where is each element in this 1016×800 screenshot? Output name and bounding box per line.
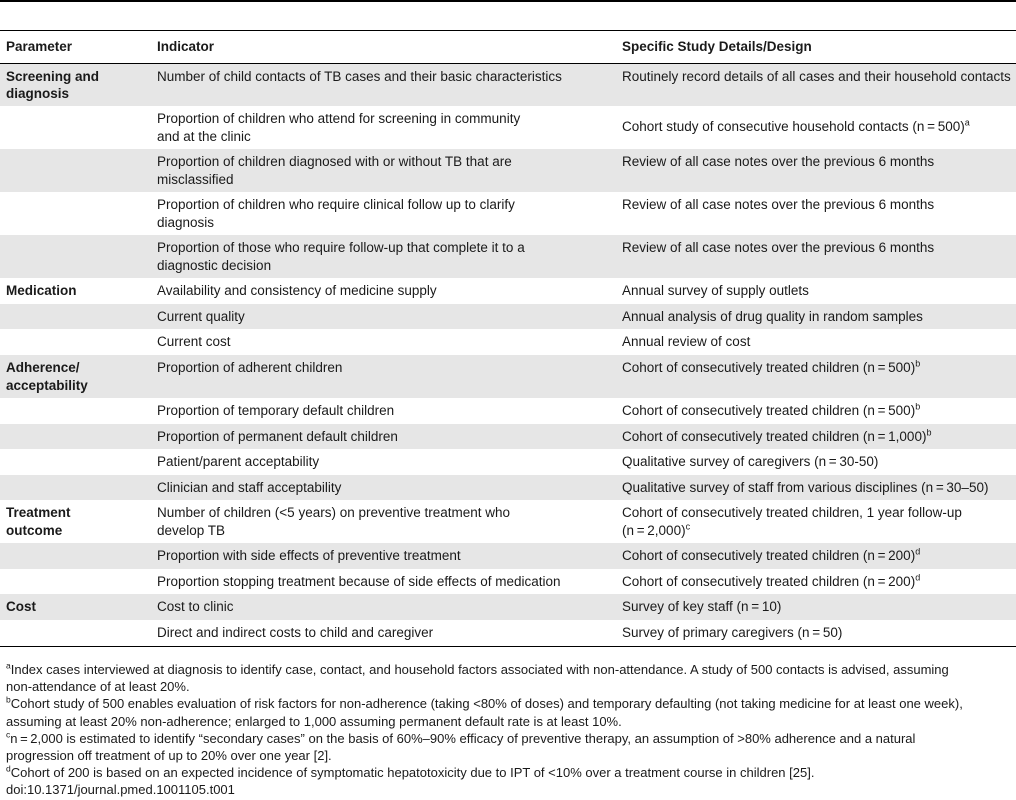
- footnote-line: [6, 713, 1014, 730]
- indicator-cell: [151, 424, 616, 449]
- parameter-cell: [0, 278, 151, 304]
- top-rule: [0, 0, 1016, 2]
- footnote-line: [6, 660, 1014, 678]
- table-row: [0, 106, 1016, 149]
- parameter-line: outcome: [6, 522, 63, 538]
- indicator-line: Proportion of those who require follow-up that complete it to a: [157, 240, 525, 255]
- indicator-cell: [151, 569, 616, 594]
- design-text: Survey of key staff (n = 10): [622, 599, 782, 614]
- parameter-cell: [0, 235, 151, 278]
- parameter-cell: [0, 149, 151, 192]
- footnote-a: [6, 661, 1014, 695]
- indicator-cell: [151, 329, 616, 355]
- footnote-text: n = 2,000 is estimated to identify “secondary cases” on the basis of 60%–90% efficacy of preventive therapy, an assumption of >80% adherence and a natural: [10, 730, 916, 746]
- parameter-cell: [0, 543, 151, 569]
- table-header: [0, 31, 1016, 64]
- footnote-mark: c: [685, 521, 691, 531]
- indicator-line: Patient/parent acceptability: [157, 454, 320, 469]
- footnote-text: Cohort study of 500 enables evaluation of risk factors for non-adherence (taking <80% of doses) and temporary defaulting (not taking medicine for at least one week),: [10, 696, 963, 712]
- footnote-text: progression off treatment of up to 20% over one year [2].: [6, 748, 332, 764]
- table-row: [0, 355, 1016, 398]
- parameter-cell: [0, 424, 151, 449]
- parameter-line: Screening and: [6, 68, 100, 84]
- indicator-line: Proportion of children diagnosed with or without TB that are: [157, 154, 512, 169]
- indicator-cell: [151, 398, 616, 424]
- indicator-line: misclassified: [157, 171, 234, 187]
- design-cell: [616, 192, 1016, 235]
- footnote-mark: d: [915, 546, 921, 557]
- footnote-b: [6, 695, 1014, 729]
- indicator-cell: [151, 304, 616, 329]
- indicator-cell: [151, 475, 616, 500]
- design-line: [622, 504, 1010, 522]
- design-line: [622, 428, 1010, 446]
- design-line: [622, 573, 1010, 591]
- table-row: [0, 543, 1016, 569]
- indicator-line: and at the clinic: [157, 128, 251, 144]
- indicator-line: diagnosis: [157, 214, 215, 230]
- design-cell: [616, 235, 1016, 278]
- indicator-line: Proportion of children who require clinical follow up to clarify: [157, 197, 515, 212]
- footnote-mark: a: [964, 117, 970, 128]
- header-indicator: Indicator: [151, 31, 616, 64]
- table-row: [0, 149, 1016, 192]
- footnote-line: [6, 678, 1014, 695]
- table-row: [0, 500, 1016, 543]
- parameter-line: Medication: [6, 283, 77, 298]
- table-row: [0, 569, 1016, 594]
- parameter-cell: [0, 192, 151, 235]
- design-text: Cohort of consecutively treated children (n = 200): [622, 574, 916, 589]
- design-cell: [616, 500, 1016, 543]
- design-line: [622, 196, 1010, 214]
- indicator-line: Proportion of adherent children: [157, 360, 343, 375]
- indicator-cell: [151, 63, 616, 106]
- parameter-cell: [0, 63, 151, 106]
- indicator-line: Number of child contacts of TB cases and their basic characteristics: [157, 68, 562, 84]
- footnote-mark: b: [926, 427, 932, 438]
- design-cell: [616, 620, 1016, 646]
- design-text: Annual analysis of drug quality in random samples: [622, 309, 923, 324]
- table-row: [0, 620, 1016, 646]
- indicator-cell: [151, 278, 616, 304]
- indicator-line: Number of children (<5 years) on preventive treatment who: [157, 505, 511, 520]
- indicator-cell: [151, 543, 616, 569]
- table-row: [0, 63, 1016, 106]
- design-text: Cohort of consecutively treated children (n = 500): [622, 360, 916, 375]
- indicator-cell: [151, 192, 616, 235]
- footnote-text: Index cases interviewed at diagnosis to identify case, contact, and household factors associated with non-attendance. A study of 500 contacts is advised, assuming: [10, 662, 949, 677]
- indicator-line: Proportion of temporary default children: [157, 403, 395, 418]
- design-line: [622, 402, 1010, 420]
- design-cell: [616, 594, 1016, 620]
- indicator-line: Direct and indirect costs to child and caregiver: [157, 625, 434, 640]
- header-parameter: Parameter: [0, 31, 151, 64]
- design-line: [622, 479, 1010, 497]
- footnote-mark: b: [6, 695, 11, 706]
- design-cell: [616, 355, 1016, 398]
- table-row: [0, 235, 1016, 278]
- parameter-cell: [0, 355, 151, 398]
- indicator-cell: [151, 620, 616, 646]
- indicator-cell: [151, 235, 616, 278]
- footnote-d: [6, 764, 1014, 781]
- parameter-line: Adherence/: [6, 360, 80, 375]
- footnote-line: [6, 747, 1014, 764]
- design-cell: [616, 475, 1016, 500]
- parameter-cell: [0, 594, 151, 620]
- design-text: Annual review of cost: [622, 334, 751, 349]
- design-text: Review of all case notes over the previous 6 months: [622, 154, 935, 169]
- indicator-cell: [151, 500, 616, 543]
- design-text: Annual survey of supply outlets: [622, 283, 809, 298]
- design-cell: [616, 278, 1016, 304]
- footnote-mark: d: [6, 763, 11, 774]
- footnote-c: [6, 730, 1014, 764]
- footnote-mark: a: [6, 660, 11, 671]
- design-text: Cohort of consecutively treated children (n = 200): [622, 548, 916, 563]
- design-text: Cohort study of consecutive household contacts (n = 500): [622, 119, 965, 134]
- design-line: [622, 453, 1010, 471]
- footnote-text: assuming at least 20% non-adherence; enlarged to 1,000 assuming permanent default rate is at least 10%.: [6, 713, 622, 729]
- design-cell: [616, 398, 1016, 424]
- table-row: [0, 304, 1016, 329]
- footnote-mark: d: [915, 572, 921, 583]
- parameter-cell: [0, 398, 151, 424]
- table-row: [0, 329, 1016, 355]
- parameter-line: acceptability: [6, 377, 88, 393]
- footnote-line: [6, 729, 1014, 747]
- design-text: Qualitative survey of staff from various disciplines (n = 30–50): [622, 480, 989, 495]
- parameter-line: Cost: [6, 599, 36, 614]
- design-cell: [616, 569, 1016, 594]
- indicator-line: Current quality: [157, 309, 245, 324]
- parameter-cell: [0, 106, 151, 149]
- design-line: [622, 333, 1010, 351]
- footnote-text: non-attendance of at least 20%.: [6, 679, 190, 695]
- study-table: [0, 30, 1016, 647]
- design-line: [622, 282, 1010, 300]
- parameter-cell: [0, 500, 151, 543]
- design-cell: [616, 63, 1016, 106]
- design-text: Survey of primary caregivers (n = 50): [622, 625, 843, 640]
- parameter-line: diagnosis: [6, 86, 70, 101]
- design-cell: [616, 304, 1016, 329]
- design-line: [622, 547, 1010, 565]
- design-line: [622, 308, 1010, 326]
- indicator-cell: [151, 594, 616, 620]
- design-cell: [616, 424, 1016, 449]
- indicator-line: develop TB: [157, 522, 226, 538]
- indicator-line: Proportion with side effects of preventive treatment: [157, 548, 461, 563]
- design-text: Cohort of consecutively treated children (n = 1,000): [622, 429, 927, 444]
- footnote-mark: b: [915, 401, 921, 412]
- indicator-line: Proportion stopping treatment because of side effects of medication: [157, 574, 561, 589]
- table-row: [0, 424, 1016, 449]
- table-row: [0, 278, 1016, 304]
- parameter-cell: [0, 329, 151, 355]
- design-line: [622, 624, 1010, 642]
- design-cell: [616, 329, 1016, 355]
- table-row: [0, 475, 1016, 500]
- indicator-line: Availability and consistency of medicine supply: [157, 283, 437, 298]
- design-text: Cohort of consecutively treated children, 1 year follow-up: [622, 505, 962, 520]
- footnote-mark: b: [915, 358, 921, 369]
- indicator-line: Clinician and staff acceptability: [157, 480, 342, 495]
- design-line: [622, 239, 1010, 257]
- design-text: Review of all case notes over the previous 6 months: [622, 240, 935, 255]
- design-text: Qualitative survey of caregivers (n = 30-50): [622, 454, 879, 469]
- indicator-line: Current cost: [157, 334, 231, 349]
- design-text: Routinely record details of all cases and their household contacts: [622, 68, 1011, 84]
- footnote-text: Cohort of 200 is based on an expected incidence of symptomatic hepatotoxicity due to IPT of <10% over a treatment course in children [25].: [10, 765, 815, 781]
- parameter-cell: [0, 475, 151, 500]
- parameter-cell: [0, 569, 151, 594]
- design-text: Cohort of consecutively treated children (n = 500): [622, 403, 916, 418]
- footnote-mark: c: [6, 729, 11, 740]
- design-text: Review of all case notes over the previous 6 months: [622, 197, 935, 212]
- indicator-cell: [151, 449, 616, 475]
- table-row: [0, 449, 1016, 475]
- design-line: [622, 118, 1010, 136]
- table-body: [0, 63, 1016, 646]
- design-text: (n = 2,000): [622, 522, 686, 538]
- parameter-line: Treatment: [6, 505, 71, 520]
- design-cell: [616, 149, 1016, 192]
- parameter-cell: [0, 304, 151, 329]
- design-cell: [616, 106, 1016, 149]
- indicator-line: Cost to clinic: [157, 599, 234, 614]
- indicator-line: Proportion of permanent default children: [157, 429, 398, 444]
- table-row: [0, 192, 1016, 235]
- design-line: [622, 153, 1010, 171]
- parameter-cell: [0, 620, 151, 646]
- indicator-cell: [151, 355, 616, 398]
- doi-text: doi:10.1371/journal.pmed.1001105.t001: [6, 782, 235, 798]
- design-cell: [616, 543, 1016, 569]
- design-line: [622, 598, 1010, 616]
- design-line: [622, 359, 1010, 377]
- table-row: [0, 594, 1016, 620]
- indicator-line: Proportion of children who attend for screening in community: [157, 111, 521, 126]
- footnote-line: [6, 695, 1014, 712]
- design-cell: [616, 449, 1016, 475]
- indicator-cell: [151, 149, 616, 192]
- indicator-cell: [151, 106, 616, 149]
- footnote-line: [6, 763, 1014, 781]
- footnotes: [6, 661, 1014, 799]
- parameter-cell: [0, 449, 151, 475]
- header-design: Specific Study Details/Design: [616, 31, 1016, 64]
- indicator-line: diagnostic decision: [157, 257, 272, 273]
- design-line: [622, 68, 1010, 86]
- table-row: [0, 398, 1016, 424]
- design-line: [622, 522, 1010, 540]
